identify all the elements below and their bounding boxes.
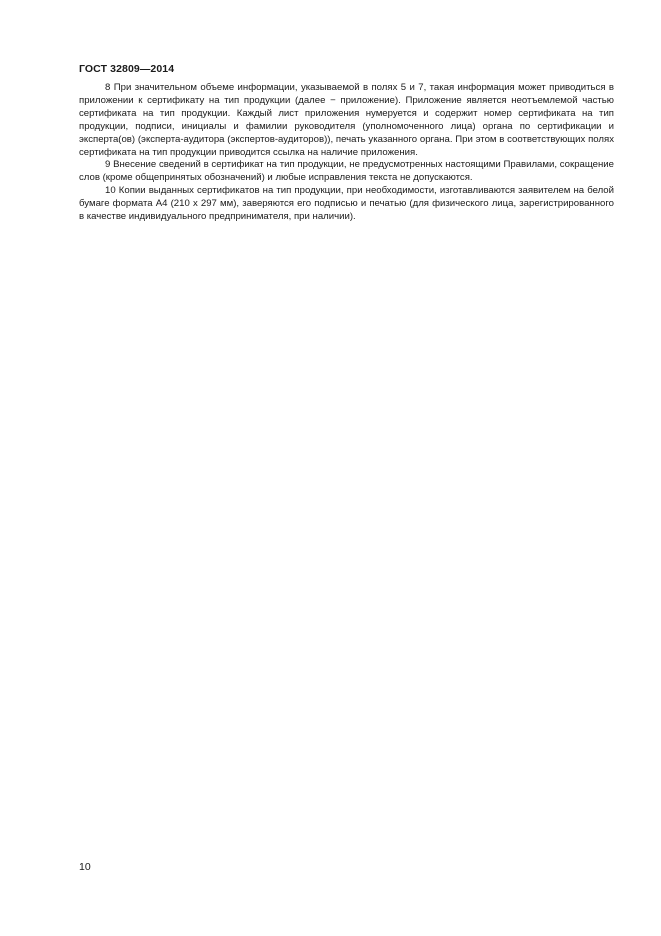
document-body [79, 82, 614, 224]
paragraph-10: 10 Копии выданных сертификатов на тип продукции, при необходимости, изготавливаются заявителем на белой бумаге формата А4 (210 х 297 мм), заверяются его подписью и печатью (для физического лица, зарегистрированного в качестве индивидуального предпринимателя, при наличии). [79, 185, 614, 223]
paragraph-9: 9 Внесение сведений в сертификат на тип продукции, не предусмотренных настоящими Правилами, сокращение слов (кроме общепринятых обозначений) и любые исправления текста не допускаются. [79, 159, 614, 184]
standard-designation: ГОСТ 32809—2014 [79, 63, 175, 75]
page-number: 10 [79, 861, 91, 873]
paragraph-8: 8 При значительном объеме информации, указываемой в полях 5 и 7, такая информация может приводиться в приложении к сертификату на тип продукции (далее − приложение). Приложение является неотъемлемой частью сертификата на тип продукции. Каждый лист приложения нумеруется и содержит номер сертификата на тип продукции, подписи, инициалы и фамилии руководителя (уполномоченного лица) органа по сертификации и эксперта(ов) (эксперта-аудитора (экспертов-аудиторов)), печать указанного органа. При этом в соответствующих полях сертификата на тип продукции приводится ссылка на наличие приложения. [79, 82, 614, 158]
